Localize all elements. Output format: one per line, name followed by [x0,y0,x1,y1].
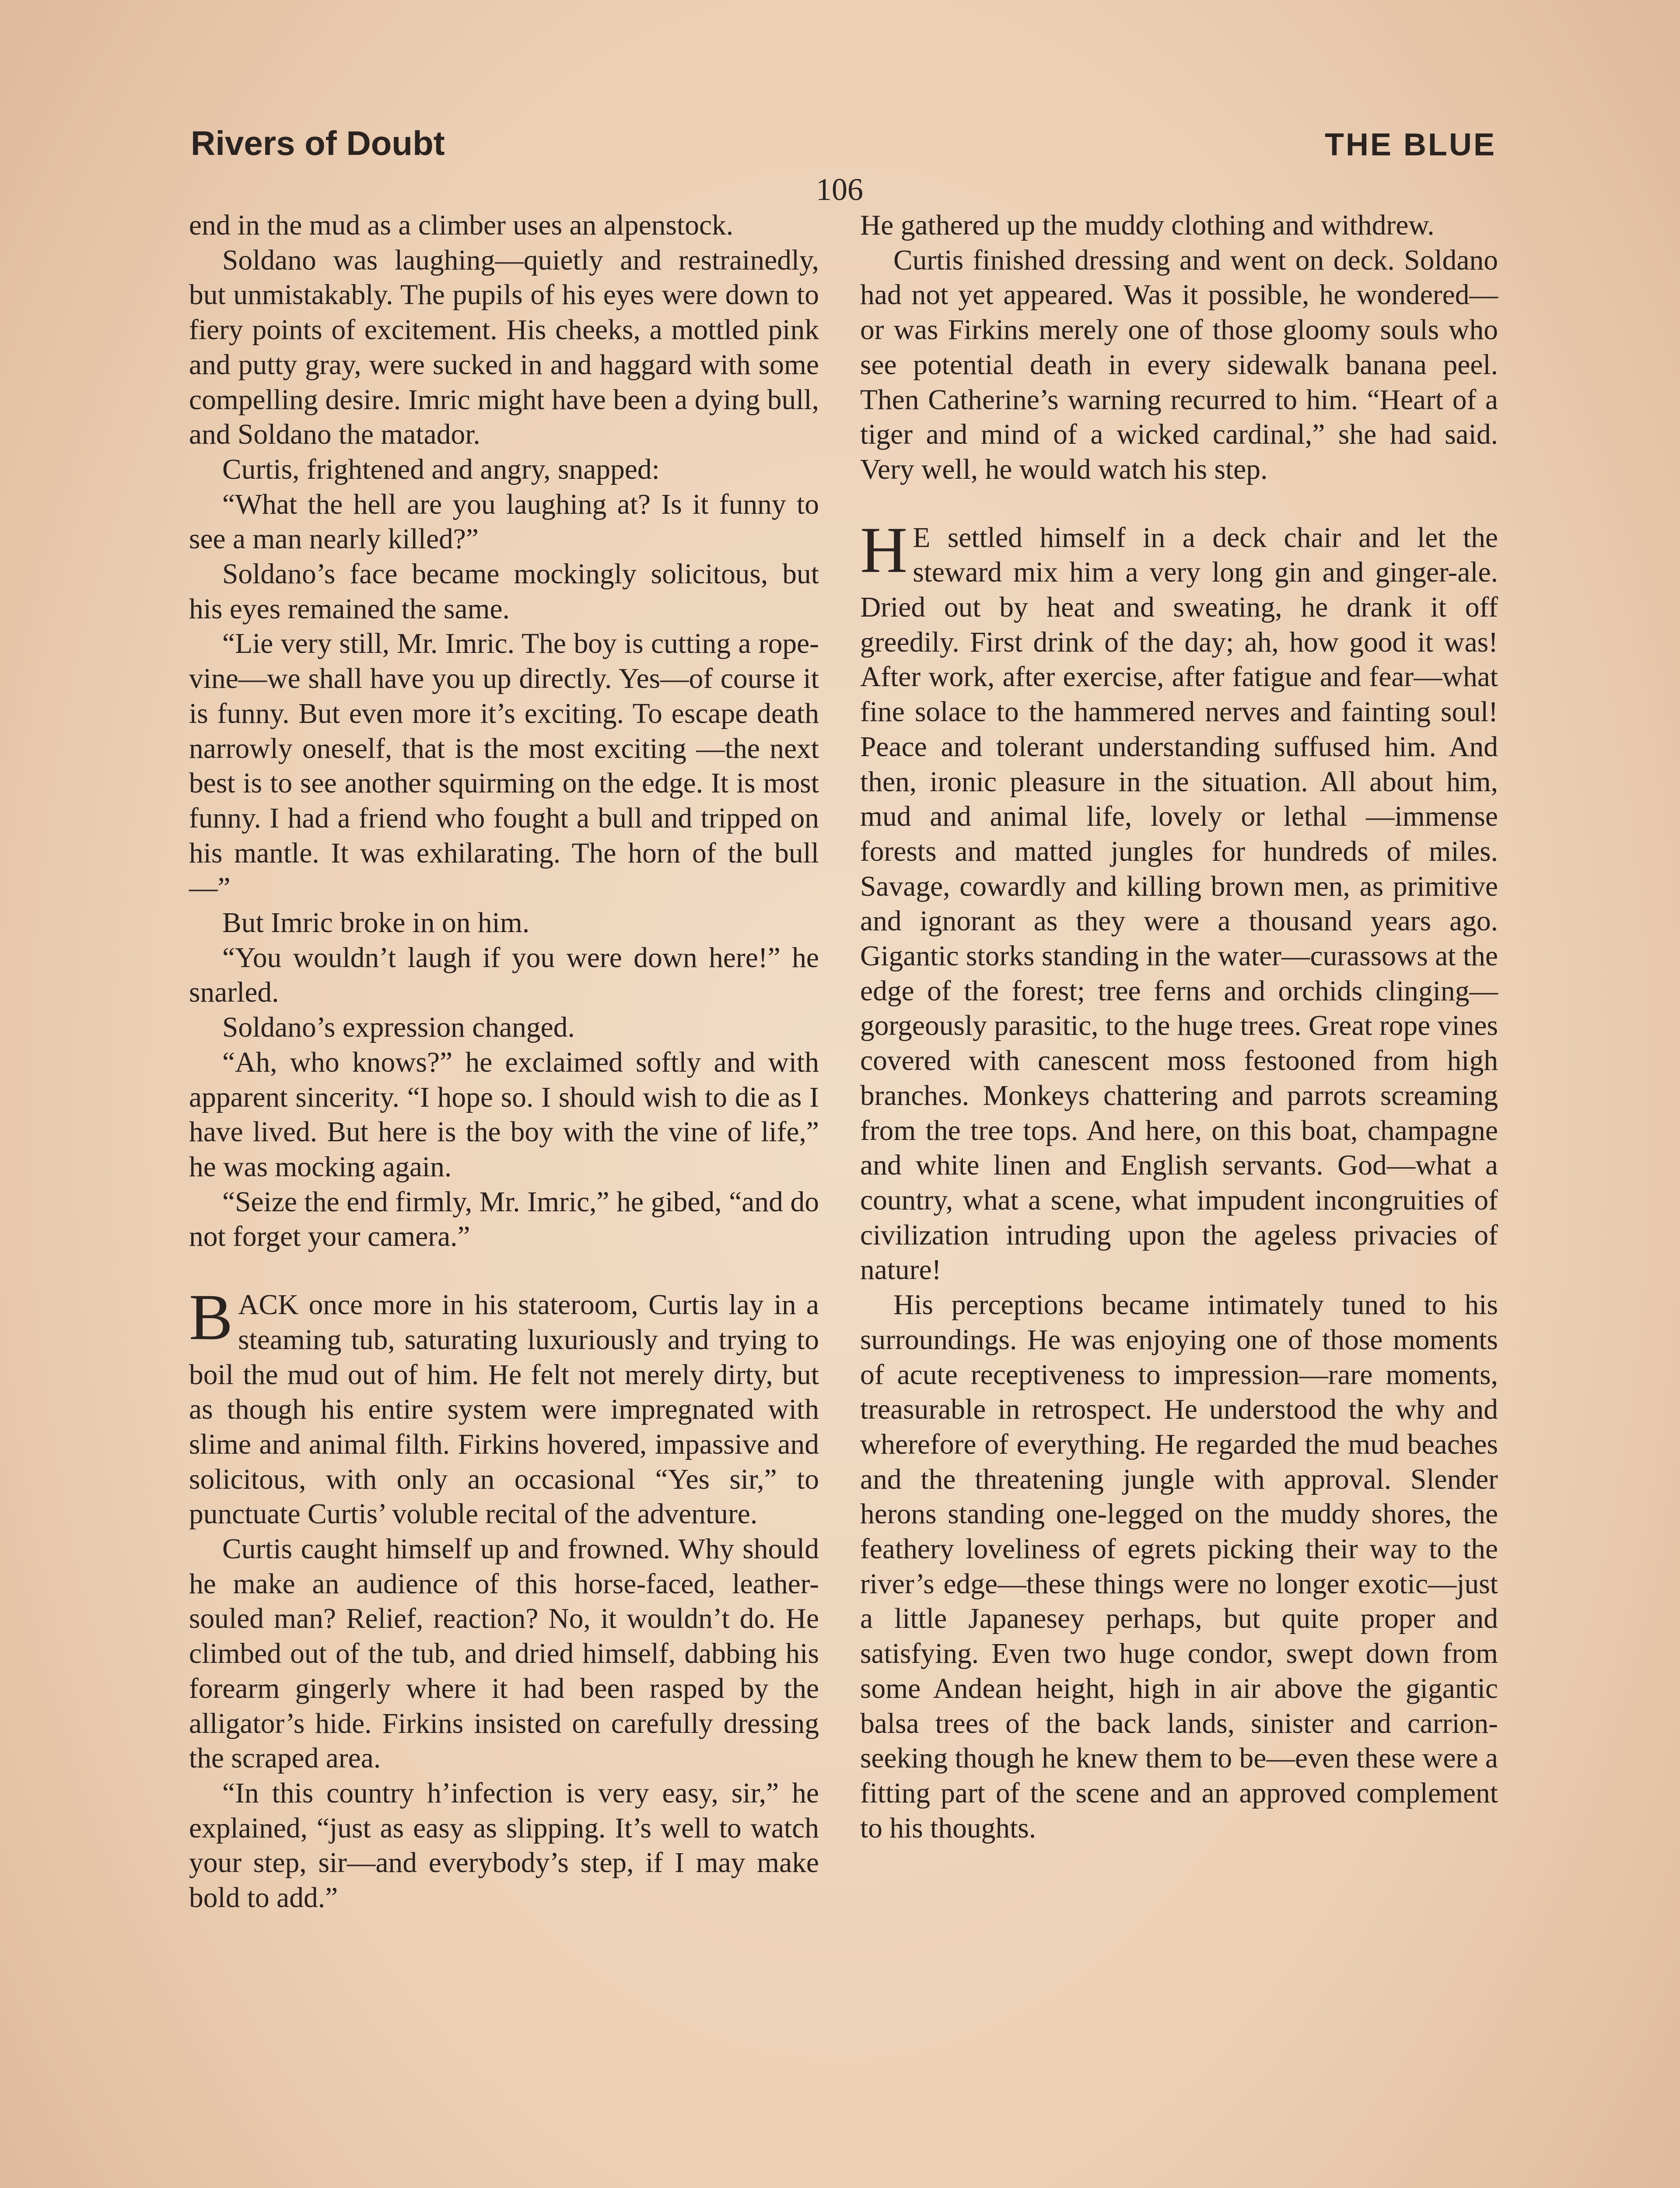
paragraph: “Lie very still, Mr. Imric. The boy is cutting a rope-vine—we shall have you up directly. Yes—of course it is funny. But even more it’s exciting. To escape death narrowly oneself, that is the most exciting —the next best is to see another squirming on the edge. It is most funny. I had a friend who fought a bull and tripped on his mantle. It was exhilarating. The horn of the bull—” [189,628,819,904]
magazine-title: THE BLUE [1325,127,1496,162]
page-number: 106 [816,172,863,207]
drop-cap: H [860,513,908,586]
left-column [189,208,819,1916]
paragraph: Soldano’s expression changed. [222,1012,575,1044]
section-paragraph [189,1281,819,1532]
running-title: Rivers of Doubt [191,124,445,162]
paragraph: “You wouldn’t laugh if you were down here!” he snarled. [189,942,819,1009]
paragraph: “In this country h’infection is very easy, sir,” he explained, “just as easy as slipping. It’s well to watch your step, sir—and everybody’s step, if I may make bold to add.” [189,1777,819,1914]
paragraph: “What the hell are you laughing at? Is it funny to see a man nearly killed?” [189,488,819,555]
drop-cap: B [189,1281,233,1354]
paragraph: Curtis caught himself up and frowned. Why should he make an audience of this horse-faced, leather-souled man? Relief, reaction? No, it wouldn’t do. He climbed out of the tub, and dried himself, dabbing his forearm gingerly where it had been rasped by the alligator’s hide. Firkins insisted on carefully dressing the scraped area. [189,1533,819,1774]
right-column [860,208,1498,1846]
paragraph: He gathered up the muddy clothing and withdrew. [860,210,1435,241]
section-paragraph [860,513,1498,1288]
paragraph: end in the mud as a climber uses an alpenstock. [189,210,734,241]
paragraph: “Seize the end firmly, Mr. Imric,” he gibed, “and do not forget your camera.” [189,1186,819,1253]
paragraph: “Ah, who knows?” he exclaimed softly and with apparent sincerity. “I hope so. I should wish to die as I have lived. But here is the boy with the vine of life,” he was mocking again. [189,1046,819,1183]
paragraph-text: E settled himself in a deck chair and let the steward mix him a very long gin and ginger-ale. Dried out by heat and sweating, he drank it off greedily. First drink of the day; ah, how good it was! After work, after exercise, after fatigue and fear—what fine solace to the hammered nerves and fainting soul! Peace and tolerant understanding suffused him. And then, ironic pleasure in the situation. All about him, mud and animal life, lovely or lethal —immense forests and matted jungles for hundreds of miles. Savage, cowardly and killing brown men, as primitive and ignorant as they were a thousand years ago. Gigantic storks standing in the water—curassows at the edge of the forest; tree ferns and orchids clinging—gorgeously parasitic, to the huge trees. Great rope vines covered with canescent moss festooned from high branches. Monkeys chattering and parrots screaming from the tree tops. And here, on this boat, champagne and white linen and English servants. God—what a country, what a scene, what impudent incongruities of civilization intruding upon the ageless privacies of nature! [860,522,1498,1286]
paragraph: Curtis finished dressing and went on deck. Soldano had not yet appeared. Was it possible, he wondered—or was Firkins merely one of those gloomy souls who see potential death in every sidewalk banana peel. Then Catherine’s warning recurred to him. “Heart of a tiger and mind of a wicked cardinal,” she had said. Very well, he would watch his step. [860,244,1498,485]
paragraph: His perceptions became intimately tuned to his surroundings. He was enjoying one of those moments of acute receptiveness to impression—rare moments, treasurable in retrospect. He understood the why and wherefore of everything. He regarded the mud beaches and the threatening jungle with approval. Slender herons standing one-legged on the muddy shores, the feathery loveliness of egrets picking their way to the river’s edge—these things were no longer exotic—just a little Japanesey perhaps, but quite proper and satisfying. Even two huge condor, swept down from some Andean height, high in air above the gigantic balsa trees of the back lands, sinister and carrion-seeking though he knew them to be—even these were a fitting part of the scene and an approved complement to his thoughts. [860,1289,1498,1844]
paragraph: Soldano’s face became mockingly solicitous, but his eyes remained the same. [189,558,819,625]
paragraph: But Imric broke in on him. [222,907,530,939]
paragraph: Soldano was laughing—quietly and restrainedly, but unmistakably. The pupils of his eyes were down to fiery points of excitement. His cheeks, a mottled pink and putty gray, were sucked in and haggard with some compelling desire. Imric might have been a dying bull, and Soldano the matador. [189,244,819,451]
paragraph-text: ACK once more in his stateroom, Curtis lay in a steaming tub, saturating luxuriously and trying to boil the mud out of him. He felt not merely dirty, but as though his entire system were impregnated with slime and animal filth. Firkins hovered, impassive and solicitous, with only an occasional “Yes sir,” to punctuate Curtis’ voluble recital of the adventure. [189,1289,819,1530]
paragraph: Curtis, frightened and angry, snapped: [222,453,660,485]
